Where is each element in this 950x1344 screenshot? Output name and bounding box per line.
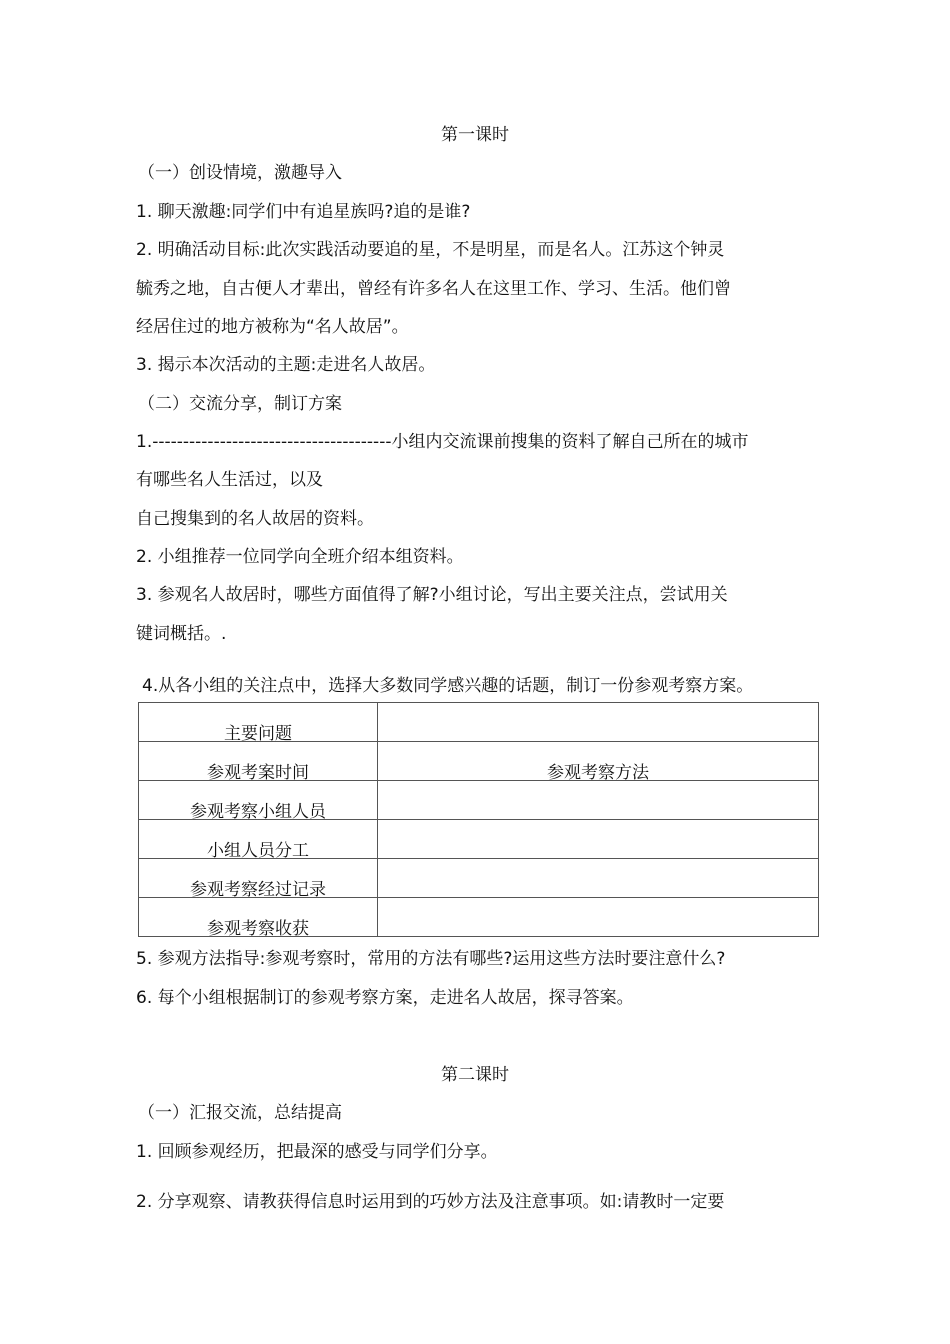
table-cell-value: [378, 703, 819, 742]
paragraph-1: 1. 聊天激趣:同学们中有追星族吗?追的是谁?: [136, 202, 471, 222]
item-2: 2. 小组推荐一位同学向全班介绍本组资料。: [136, 547, 464, 567]
lesson-2-title: 第二课时: [441, 1065, 509, 1085]
table-cell-value: [378, 898, 819, 937]
lesson-2-item-1: 1. 回顾参观经历，把最深的感受与同学们分享。: [136, 1142, 498, 1162]
visit-plan-table: [138, 702, 819, 937]
item-1-line-2: 有哪些名人生活过，以及: [136, 470, 323, 490]
item-3-line-1: 3. 参观名人故居时，哪些方面值得了解?小组讨论，写出主要关注点，尝试用关: [136, 585, 728, 605]
item-1-line-1: 1.---------------------------------------小组内交流课前搜集的资料了解自己所在的城市: [136, 432, 749, 452]
table-cell-value: [378, 820, 819, 859]
table-row: [139, 820, 819, 859]
paragraph-3: 3. 揭示本次活动的主题:走进名人故居。: [136, 355, 436, 375]
paragraph-2-line-1: 2. 明确活动目标:此次实践活动要追的星，不是明星，而是名人。江苏这个钟灵: [136, 240, 725, 260]
table-row: [139, 703, 819, 742]
table-row: [139, 742, 819, 781]
lesson-1-section-1-heading: （一）创设情境，激趣导入: [138, 163, 342, 183]
table-cell-label: 小组人员分工: [139, 820, 378, 859]
table-row: [139, 898, 819, 937]
paragraph-2-line-2: 毓秀之地，自古便人才辈出，曾经有许多名人在这里工作、学习、生活。他们曾: [136, 279, 731, 299]
lesson-2-section-1-heading: （一）汇报交流，总结提高: [138, 1103, 342, 1123]
table-cell-value: [378, 781, 819, 820]
item-1-line-3: 自己搜集到的名人故居的资料。: [136, 509, 374, 529]
item-3-line-2: 键词概括。.: [136, 624, 227, 644]
table-cell-label: 参观考察经过记录: [139, 859, 378, 898]
lesson-2-item-2: 2. 分享观察、请教获得信息时运用到的巧妙方法及注意事项。如:请教时一定要: [136, 1192, 725, 1212]
item-5: 5. 参观方法指导:参观考察时，常用的方法有哪些?运用这些方法时要注意什么?: [136, 949, 726, 969]
paragraph-2-line-3: 经居住过的地方被称为“名人故居”。: [136, 317, 409, 337]
table-cell-value: [378, 859, 819, 898]
table-cell-label: 参观考察小组人员: [139, 781, 378, 820]
table-cell-value: 参观考察方法: [378, 742, 819, 781]
table-cell-label: 参观考察收获: [139, 898, 378, 937]
table-cell-label: 参观考案时间: [139, 742, 378, 781]
item-4: 4.从各小组的关注点中，选择大多数同学感兴趣的话题，制订一份参观考察方案。: [142, 676, 754, 696]
table-row: [139, 781, 819, 820]
lesson-1-title: 第一课时: [441, 125, 509, 145]
table-row: [139, 859, 819, 898]
table-cell-label: 主要问题: [139, 703, 378, 742]
lesson-1-section-2-heading: （二）交流分享，制订方案: [138, 394, 342, 414]
item-6: 6. 每个小组根据制订的参观考察方案，走进名人故居，探寻答案。: [136, 988, 634, 1008]
